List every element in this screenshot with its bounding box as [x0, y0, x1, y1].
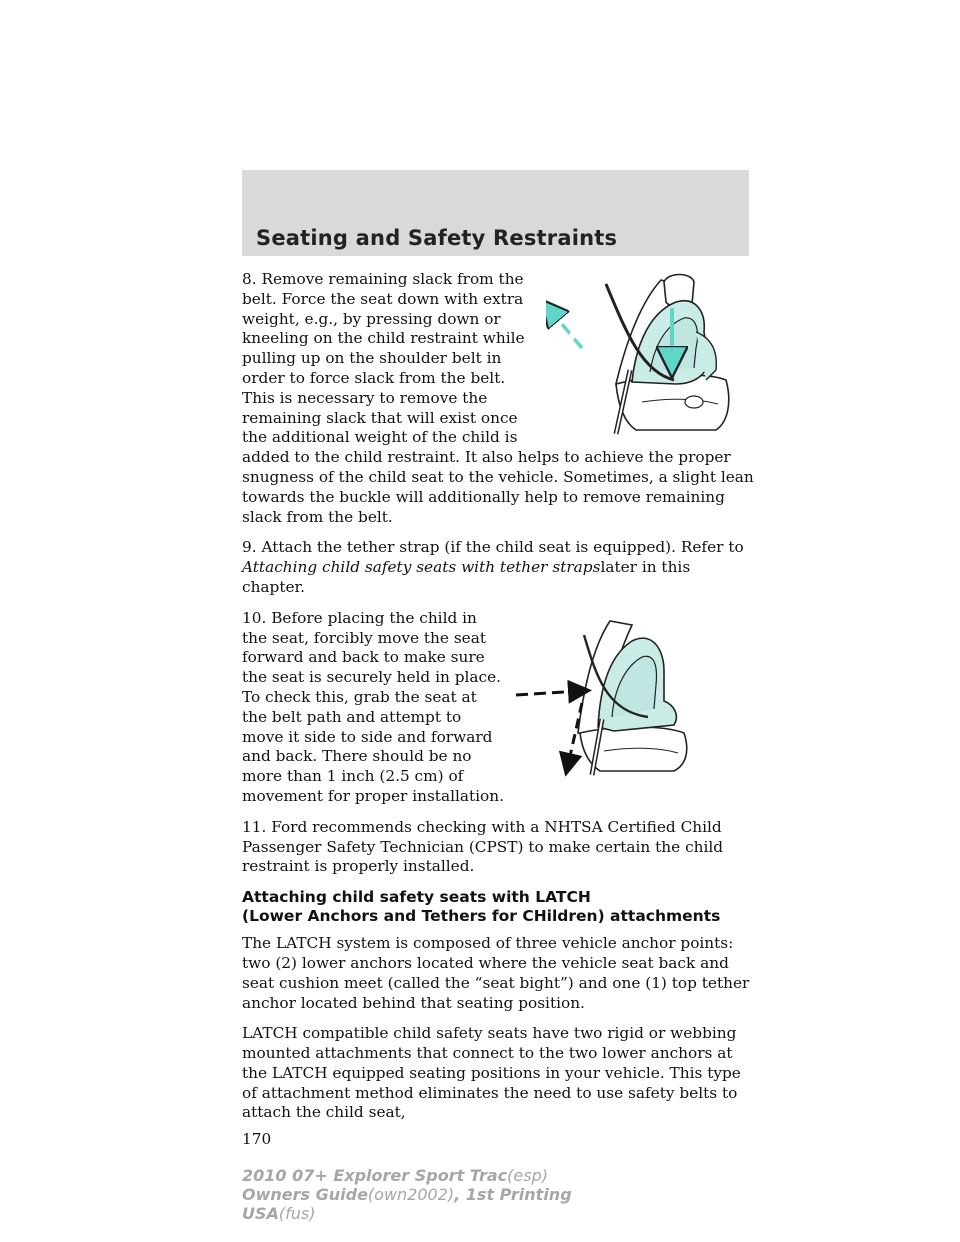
- footer-printing: , 1st Printing: [454, 1185, 572, 1204]
- footer-market: USA: [242, 1204, 279, 1223]
- footer-line-1: [242, 1166, 572, 1185]
- header-band: [242, 170, 749, 256]
- child-seat-movement-check-illustration: [514, 615, 714, 785]
- footer-line-2: [242, 1185, 572, 1204]
- page-number: 170: [242, 1130, 272, 1149]
- section-heading-line-2: (Lower Anchors and Tethers for CHildren) attachments: [242, 907, 721, 926]
- step-9-suffix: later in this chapter.: [242, 558, 691, 596]
- tether-straps-reference-link[interactable]: Attaching child safety seats with tether straps: [242, 558, 601, 577]
- footer-guide: Owners Guide: [242, 1185, 368, 1204]
- page-content: [242, 270, 754, 1148]
- footer-market-code: (fus): [278, 1204, 316, 1223]
- step-9-text: [242, 538, 754, 597]
- child-seat-press-down-illustration: [546, 272, 736, 444]
- section-heading-line-1: Attaching child safety seats with LATCH: [242, 888, 591, 907]
- step-8-text: 8. Remove remaining slack from the belt. Force the seat down with extra weight, e.g., by pressing down or kneeling on the child restraint while pulling up on the shoulder belt in order to force slack from the belt. This is necessary to remove the remaining slack that will exist once the additional weight of the child is added to the child restraint. It also helps to achieve the proper snugness of the child seat to the vehicle. Sometimes, a slight lean towards the buckle will additionally help to remove remaining slack from the belt.: [242, 270, 754, 526]
- page-title: Seating and Safety Restraints: [256, 226, 618, 250]
- latch-paragraph-1: The LATCH system is composed of three vehicle anchor points: two (2) lower anchors located where the vehicle seat back and seat cushion meet (called the “seat bight”) and one (1) top tether anchor located behind that seating position.: [242, 934, 750, 1012]
- latch-paragraph-2: LATCH compatible child safety seats have two rigid or webbing mounted attachments that connect to the two lower anchors at the LATCH equipped seating positions in your vehicle. This type of attachment method eliminates the need to use safety belts to attach the child seat,: [242, 1024, 741, 1122]
- footer-model: 2010 07+ Explorer Sport Trac: [242, 1166, 508, 1185]
- footer-guide-code: (own2002): [367, 1185, 455, 1204]
- step-11-text: 11. Ford recommends checking with a NHTSA Certified Child Passenger Safety Technician (CPST) to make certain the child restraint is properly installed.: [242, 817, 724, 876]
- step-10-text: 10. Before placing the child in the seat, forcibly move the seat forward and back to make sure the seat is securely held in place. To check this, grab the seat at the belt path and attempt to move it side to side and forward and back. There should be no more than 1 inch (2.5 cm) of movement for proper installation.: [242, 608, 504, 805]
- section-heading: [242, 888, 754, 926]
- document-footer: [242, 1166, 572, 1223]
- footer-line-3: [242, 1204, 572, 1223]
- footer-model-code: (esp): [507, 1166, 548, 1185]
- step-9-prefix: 9. Attach the tether strap (if the child seat is equipped). Refer to: [242, 538, 744, 557]
